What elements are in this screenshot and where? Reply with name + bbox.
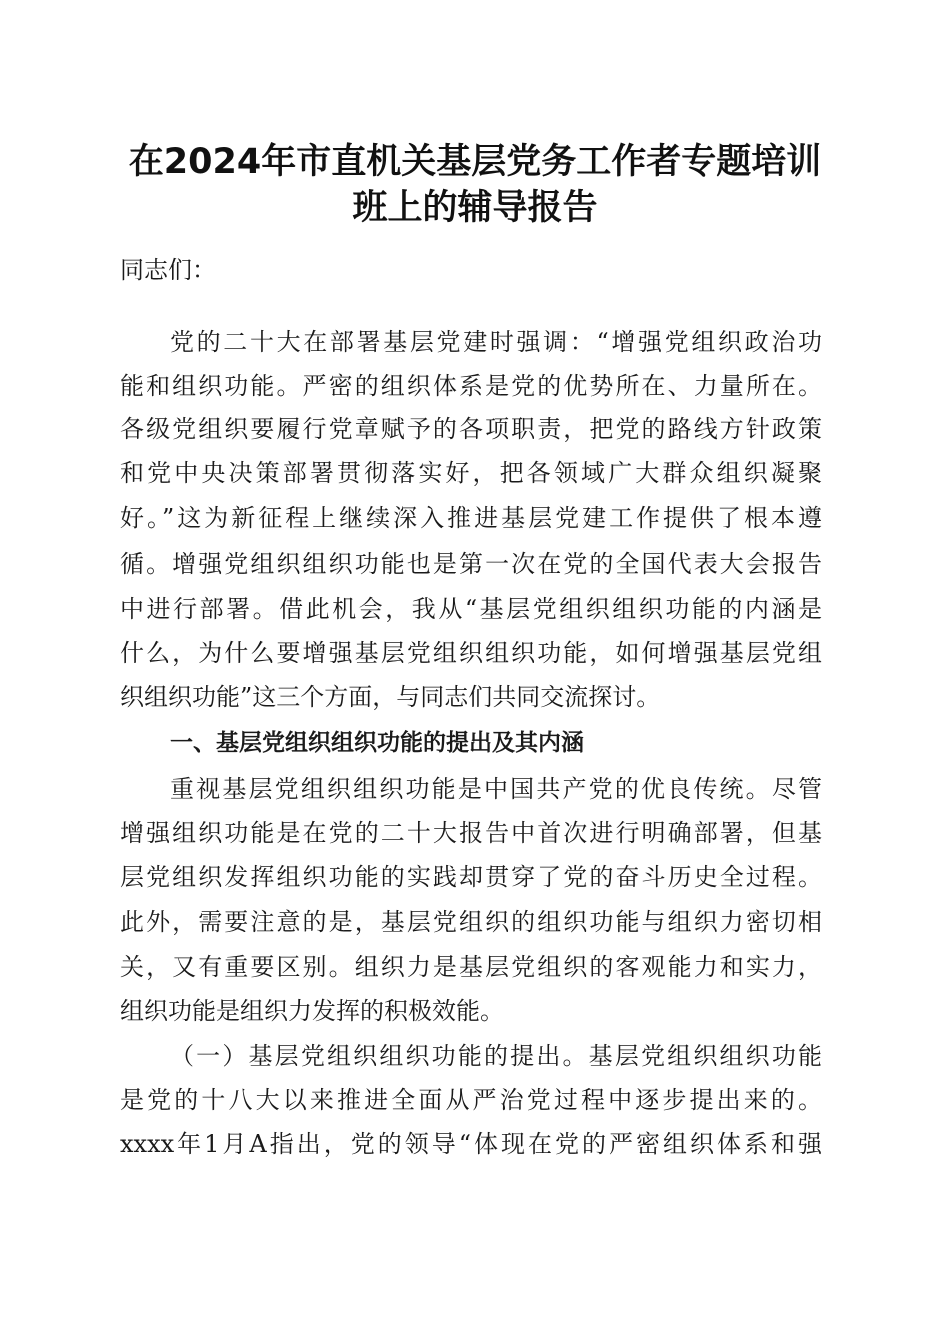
intro-line: 循。增强党组织组织功能也是第一次在党的全国代表大会报告 xyxy=(120,550,822,578)
subsection1-first-line xyxy=(170,1040,822,1072)
salutation: 同志们： xyxy=(120,256,216,284)
document-title-line-2: 班上的辅导报告 xyxy=(352,188,598,228)
intro-line: 和党中央决策部署贯彻落实好，把各领域广大群众组织凝聚 xyxy=(120,459,822,487)
subsection-heading: （一）基层党组织组织功能的提出。 xyxy=(170,1042,589,1070)
intro-line: 中进行部署。借此机会，我从“基层党组织组织功能的内涵是 xyxy=(120,595,822,623)
section1-line: 关，又有重要区别。组织力是基层党组织的客观能力和实力， xyxy=(120,953,822,981)
subsection-first-line-text: 基层党组织组织功能 xyxy=(588,1042,822,1070)
section1-line: 重视基层党组织组织功能是中国共产党的优良传统。尽管 xyxy=(170,775,822,803)
intro-line: 党的二十大在部署基层党建时强调：“增强党组织政治功 xyxy=(170,328,822,356)
intro-line: 各级党组织要履行党章赋予的各项职责，把党的路线方针政策 xyxy=(120,415,822,443)
document-title-line-1: 在2024年市直机关基层党务工作者专题培训 xyxy=(128,142,822,182)
intro-line: 能和组织功能。严密的组织体系是党的优势所在、力量所在。 xyxy=(120,372,822,400)
section1-line: 组织功能是组织力发挥的积极效能。 xyxy=(120,997,504,1025)
intro-line: 好。”这为新征程上继续深入推进基层党建工作提供了根本遵 xyxy=(120,504,822,532)
section1-line: 此外，需要注意的是，基层党组织的组织功能与组织力密切相 xyxy=(120,908,822,936)
intro-line: 什么，为什么要增强基层党组织组织功能，如何增强基层党组 xyxy=(120,639,822,667)
intro-line: 织组织功能”这三个方面，与同志们共同交流探讨。 xyxy=(120,683,661,711)
section1-line: 层党组织发挥组织功能的实践却贯穿了党的奋斗历史全过程。 xyxy=(120,863,822,891)
section-heading: 一、基层党组织组织功能的提出及其内涵 xyxy=(170,730,584,756)
section1-line: 增强组织功能是在党的二十大报告中首次进行明确部署，但基 xyxy=(120,819,822,847)
subsection1-line: 是党的十八大以来推进全面从严治党过程中逐步提出来的。 xyxy=(120,1086,822,1114)
subsection1-line: xxxx年1月A指出，党的领导“体现在党的严密组织体系和强 xyxy=(120,1130,822,1158)
